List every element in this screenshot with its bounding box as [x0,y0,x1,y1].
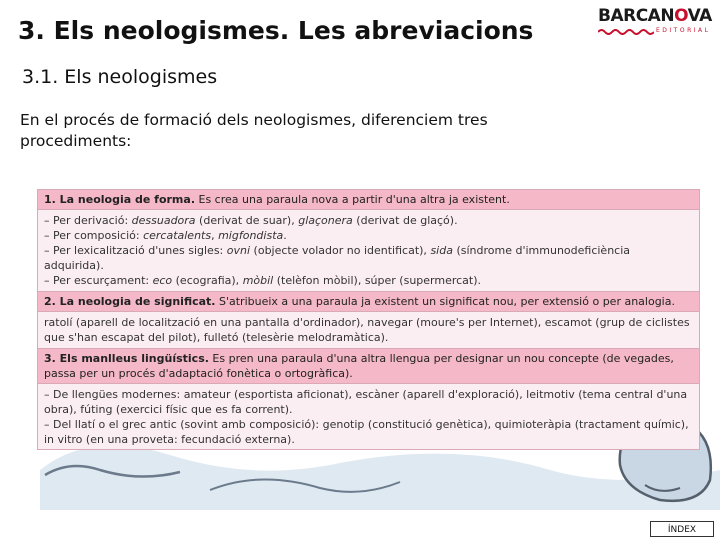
item-text: (síndrome d'immunodeficiència adquirida). [44,244,631,272]
logo-wave-icon [598,28,654,36]
item-text: (objecte volador no identificat), [250,244,431,257]
row-heading-bold: 3. Els manlleus lingüístics. [44,352,209,365]
intro-paragraph: En el procés de formació dels neologismes, diferenciem tres procediments: [20,111,488,150]
item-label: – Per lexicalització d'unes sigles: [44,244,227,257]
table-row [38,312,699,349]
item-example: dessuadora [131,214,196,227]
item-label: – Per derivació: [44,214,132,227]
row-heading-bold: 2. La neologia de significat. [44,295,216,308]
table-row [38,384,699,450]
logo-text-part: VA [687,6,712,26]
item-example: mòbil [242,274,274,287]
list-item: ratolí (aparell de localització en una pantalla d'ordinador), navegar (moure's per Internet), escamot (grup de ciclistes que s'han escapat del pilot), fulletó (telesèrie melodramàtica). [44,316,690,344]
item-example: cercatalents [143,229,212,242]
item-text: (telèfon mòbil), súper (supermercat). [273,274,482,287]
item-label: – Per composició: [44,229,144,242]
barcanova-logo [598,6,714,40]
item-example: eco [152,274,173,287]
item-text: (ecografia), [172,274,243,287]
logo-text-o: O [674,6,688,26]
page-title: 3. Els neologismes. Les abreviacions [18,16,534,45]
item-text: (derivat de suar), [195,214,299,227]
table-row [38,210,699,292]
item-example: sida [430,244,453,257]
row-heading-text: Es crea una paraula nova a partir d'una altra ja existent. [195,193,510,206]
item-example: glaçonera [298,214,353,227]
list-item [44,213,693,228]
list-item: – Del llatí o el grec antic (sovint amb composició): genotip (constitució genètica), quimioteràpia (tractament químic), in vitro (en una proveta: fecundació externa). [44,418,689,446]
item-example: ovni [226,244,251,257]
index-button[interactable]: ÍNDEX [650,521,714,537]
item-text: (derivat de glaçó). [352,214,458,227]
logo-subtitle: EDITORIAL [656,27,711,34]
list-item: – De llengües modernes: amateur (esportista aficionat), escàner (aparell d'exploració), leitmotiv (tema central d'una obra), fúting (exercici físic que es fa corrent). [44,388,688,416]
table-row-header [38,349,699,384]
logo-wordmark [598,6,714,26]
item-label: – Per escurçament: [44,274,153,287]
table-row-header [38,292,699,312]
item-text: , [211,229,219,242]
logo-text-part: BARCAN [598,6,675,26]
list-item [44,273,693,288]
row-heading-text: Es pren una paraula d'una altra llengua per designar un nou concepte (de vegades, passa per un procés d'adaptació fonètica o ortogràfica). [44,352,674,380]
row-heading-text: S'atribueix a una paraula ja existent un significat nou, per extensió o per analogia. [215,295,675,308]
list-item [44,243,693,273]
list-item [44,228,693,243]
item-example: migfondista [218,229,284,242]
section-subtitle: 3.1. Els neologismes [22,66,218,88]
row-heading-bold: 1. La neologia de forma. [44,193,195,206]
procedures-table [37,189,700,450]
item-text: . [283,229,287,242]
table-row-header [38,190,699,210]
